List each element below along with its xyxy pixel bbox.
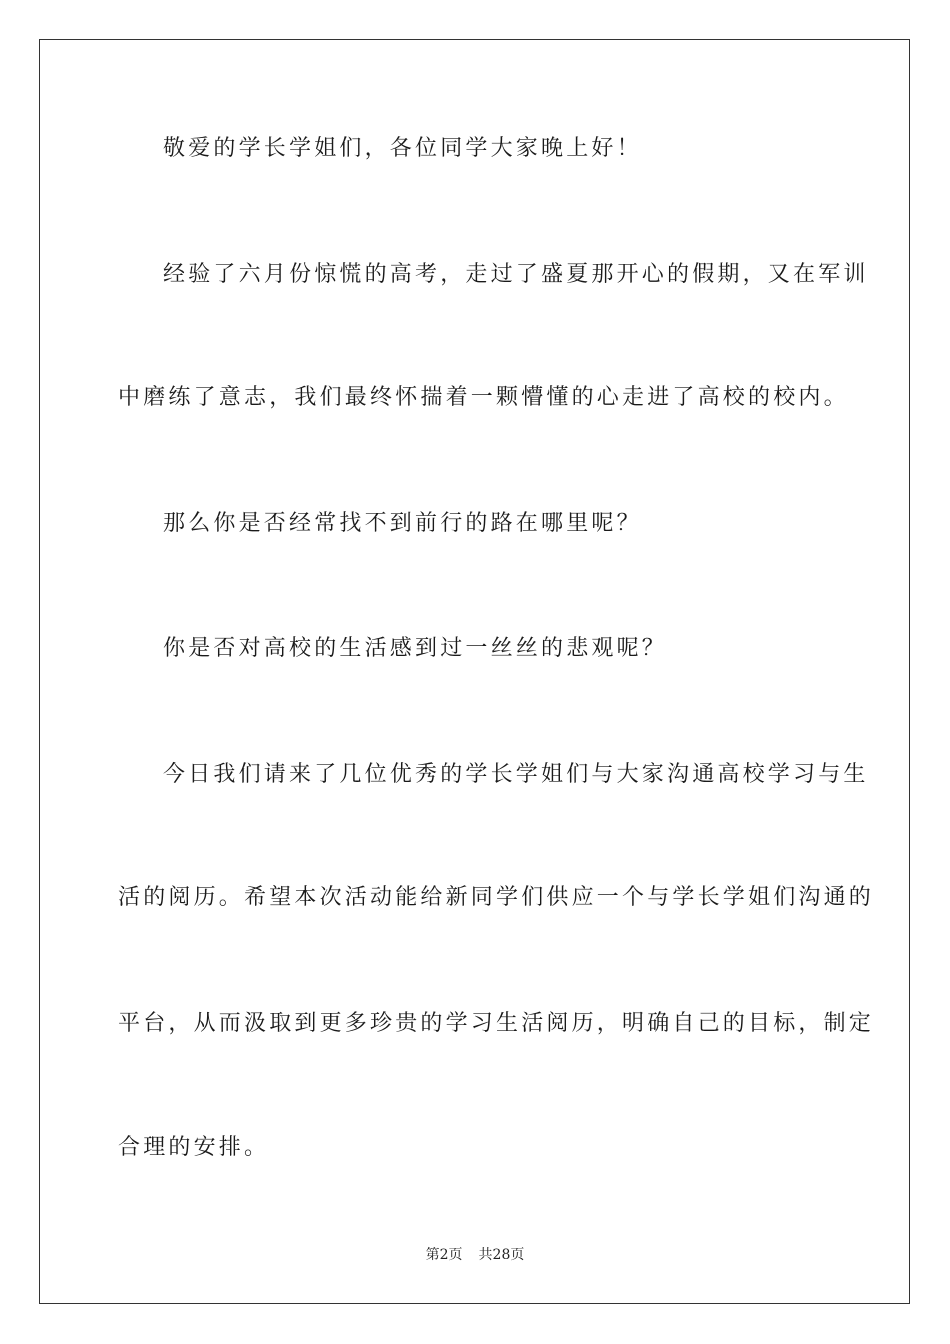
text-line-paragraph1-line2: 中磨练了意志，我们最终怀揣着一颗懵懂的心走进了高校的校内。 xyxy=(118,385,849,410)
page-footer xyxy=(0,1245,950,1265)
text-line-paragraph2-line2: 活的阅历。希望本次活动能给新同学们供应一个与学长学姐们沟通的 xyxy=(118,885,875,910)
page-border xyxy=(39,39,910,1304)
text-line-paragraph1-line1: 经验了六月份惊慌的高考，走过了盛夏那开心的假期，又在军训 xyxy=(163,262,869,287)
text-line-greeting: 敬爱的学长学姐们，各位同学大家晚上好！ xyxy=(163,136,642,161)
page-total: 共28页 xyxy=(478,1247,525,1263)
text-line-question2: 你是否对高校的生活感到过一丝丝的悲观呢？ xyxy=(163,636,668,661)
text-line-question1: 那么你是否经常找不到前行的路在哪里呢？ xyxy=(163,511,642,536)
text-line-paragraph2-line4: 合理的安排。 xyxy=(118,1135,270,1160)
text-line-paragraph2-line3: 平台，从而汲取到更多珍贵的学习生活阅历，明确自己的目标，制定 xyxy=(118,1011,875,1036)
text-line-paragraph2-line1: 今日我们请来了几位优秀的学长学姐们与大家沟通高校学习与生 xyxy=(163,762,869,787)
page-number: 第2页 xyxy=(425,1247,463,1263)
